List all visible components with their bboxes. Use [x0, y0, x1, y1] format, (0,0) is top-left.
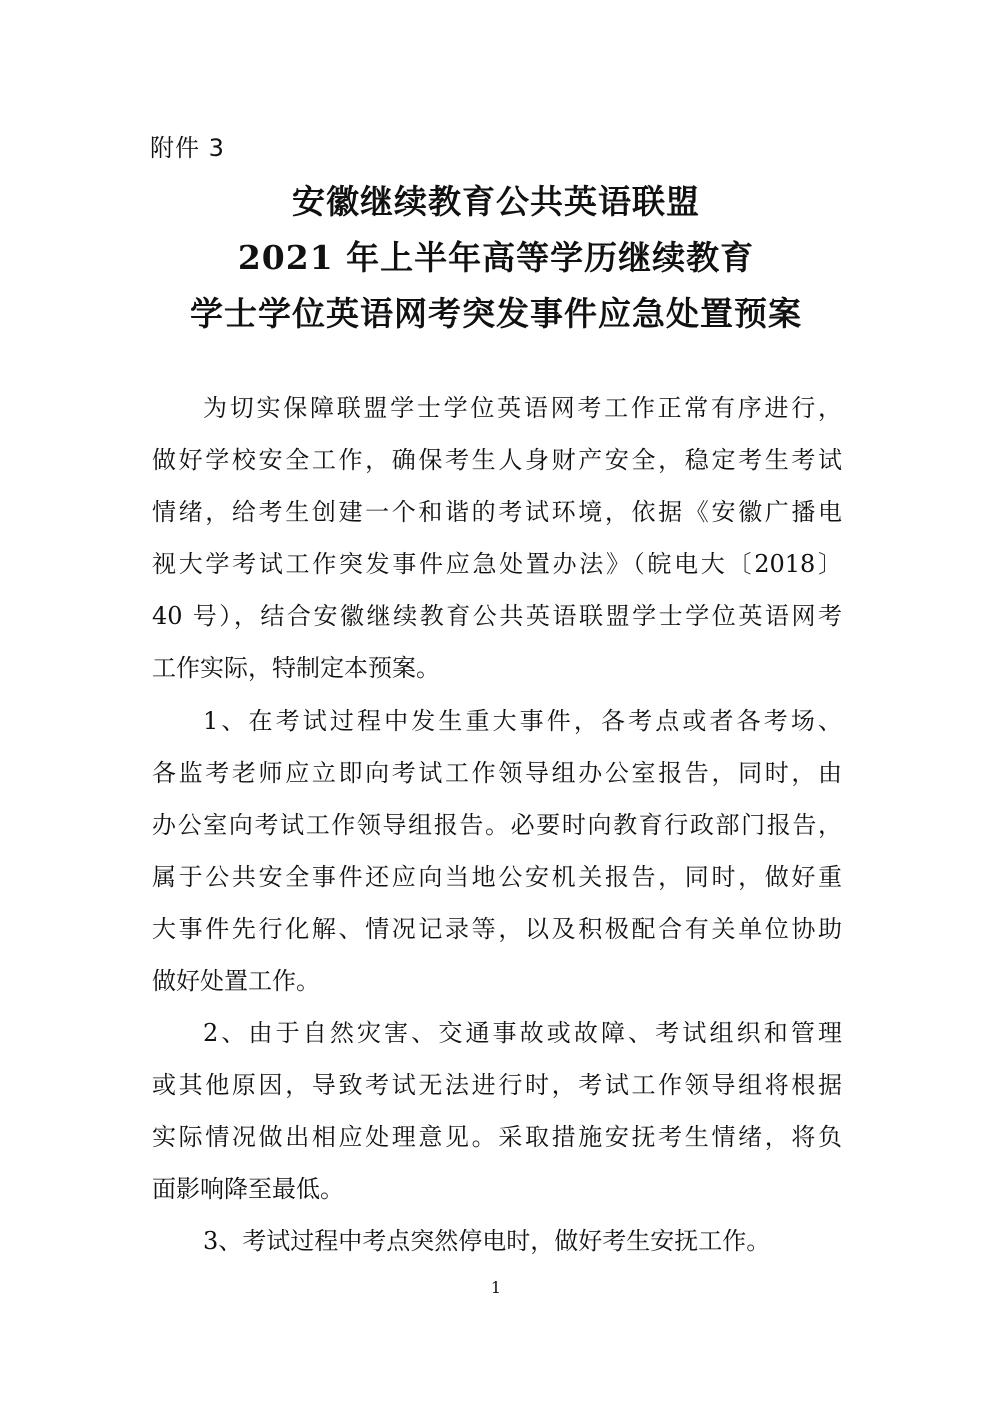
body-line: 办公室向考试工作领导组报告。必要时向教育行政部门报告， [152, 811, 842, 839]
body-line: 工作实际，特制定本预案。 [152, 654, 440, 682]
body-line: 40 号），结合安徽继续教育公共英语联盟学士学位英语网考 [152, 602, 842, 630]
body-line: 做好处置工作。 [152, 967, 320, 995]
body-line: 面影响降至最低。 [152, 1175, 344, 1203]
title-line-2: 2021 年上半年高等学历继续教育 [237, 238, 755, 277]
body-line: 3、考试过程中考点突然停电时，做好考生安抚工作。 [203, 1227, 771, 1255]
body-line: 大事件先行化解、情况记录等，以及积极配合有关单位协助 [152, 915, 842, 943]
page-number: 1 [490, 1278, 502, 1297]
body-line: 为切实保障联盟学士学位英语网考工作正常有序进行， [203, 394, 842, 422]
body-line: 做好学校安全工作，确保考生人身财产安全，稳定考生考试 [152, 446, 842, 474]
body-line: 1、在考试过程中发生重大事件，各考点或者各考场、 [203, 707, 842, 735]
body-line: 视大学考试工作突发事件应急处置办法》（皖电大〔2018〕 [152, 550, 842, 578]
body-line: 情绪，给考生创建一个和谐的考试环境，依据《安徽广播电 [152, 498, 842, 526]
body-line: 各监考老师应立即向考试工作领导组办公室报告，同时，由 [152, 759, 842, 787]
body-line: 2、由于自然灾害、交通事故或故障、考试组织和管理 [203, 1019, 842, 1047]
body-line: 实际情况做出相应处理意见。采取措施安抚考生情绪，将负 [152, 1123, 842, 1151]
body-line: 或其他原因，导致考试无法进行时，考试工作领导组将根据 [152, 1071, 842, 1099]
attachment-label: 附件 3 [150, 134, 225, 162]
title-line-3: 学士学位英语网考突发事件应急处置预案 [190, 294, 802, 333]
title-line-1: 安徽继续教育公共英语联盟 [292, 182, 700, 221]
body-line: 属于公共安全事件还应向当地公安机关报告，同时，做好重 [152, 863, 842, 891]
